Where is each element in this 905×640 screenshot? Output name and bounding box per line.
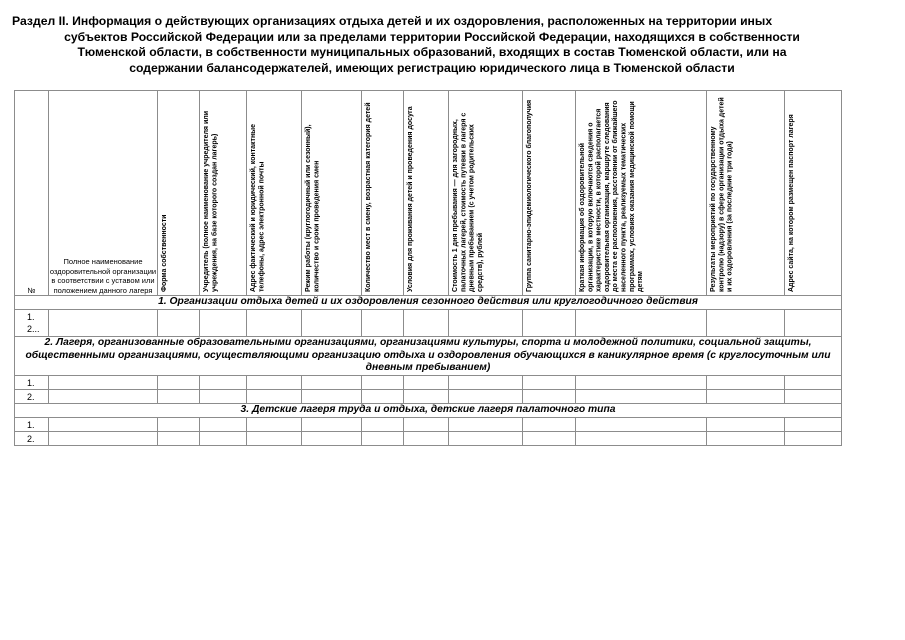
table-cell	[404, 310, 449, 337]
row-number: 1.	[15, 376, 49, 390]
table-cell	[49, 418, 158, 432]
column-header	[302, 91, 362, 296]
column-header-label: Группа санитарно-эпидемиологического благополучия	[526, 99, 533, 292]
table-cell	[200, 432, 247, 446]
table-cell	[302, 432, 362, 446]
column-header	[576, 91, 707, 296]
column-header	[449, 91, 523, 296]
table-cell	[404, 376, 449, 390]
table-cell	[449, 432, 523, 446]
table-cell	[158, 418, 200, 432]
column-header-label: Режим работы (круглогодичный или сезонный), количество и сроки проведения смен	[305, 124, 321, 292]
column-header-label: Краткая информация об оздоровительной организации, в которую включаются сведения о характеристике местности, в которой располагается оздоровительная организация, маршруте следования до места ее расположения, расстоянии от ближайшего населенного пункта, реализуемых тематических программах, условиях оказания медицинской помощи детям	[579, 100, 645, 292]
table-cell	[707, 310, 785, 337]
row-number: 2.	[15, 432, 49, 446]
table-cell	[362, 376, 404, 390]
table-cell	[158, 376, 200, 390]
table-cell	[576, 376, 707, 390]
table-cell	[449, 418, 523, 432]
table-cell	[404, 390, 449, 404]
table-cell	[49, 376, 158, 390]
column-header-label: Условия для проживания детей и проведения досуга	[407, 106, 414, 292]
section-title: 1. Организации отдыха детей и их оздоровления сезонного действия или круглогодичного действия	[15, 296, 842, 310]
table-row	[15, 432, 842, 446]
table-cell	[200, 376, 247, 390]
table-cell	[302, 390, 362, 404]
column-header	[158, 91, 200, 296]
column-header-label: Адрес фактический и юридический, контактные телефоны, адрес электронной почты	[250, 123, 266, 292]
table-cell	[523, 310, 576, 337]
table-row	[15, 390, 842, 404]
section-title: 3. Детские лагеря труда и отдыха, детские лагеря палаточного типа	[15, 404, 842, 418]
table-cell	[49, 390, 158, 404]
table-cell	[523, 390, 576, 404]
table-cell	[523, 432, 576, 446]
table-cell	[523, 376, 576, 390]
row-number: 2...	[27, 324, 40, 334]
column-header-label: Учредитель (полное наименование учредителя или учреждения, на базе которого создан лагерь)	[203, 111, 219, 292]
column-header	[404, 91, 449, 296]
table-cell	[449, 376, 523, 390]
table-cell	[362, 418, 404, 432]
table-row	[15, 418, 842, 432]
section-heading-row	[15, 404, 842, 418]
table-cell	[707, 390, 785, 404]
table-cell	[523, 418, 576, 432]
table-cell	[200, 418, 247, 432]
table-cell	[302, 418, 362, 432]
column-header	[362, 91, 404, 296]
page-title	[12, 14, 852, 76]
column-header	[785, 91, 842, 296]
title-line: субъектов Российской Федерации или за пределами территории Российской Федерации, находящихся в собственности	[64, 29, 800, 44]
row-number: 1.	[15, 418, 49, 432]
section-heading-row	[15, 296, 842, 310]
column-header-label: Адрес сайта, на котором размещен паспорт лагеря	[788, 114, 795, 292]
column-header-label: Количество мест в смену, возрастная категория детей	[365, 102, 372, 292]
title-line: Тюменской области, в собственности муниципальных образований, входящих в состав Тюменской области, или на	[77, 45, 787, 59]
table-cell	[707, 432, 785, 446]
column-header-number: №	[15, 91, 49, 296]
section-title: 2. Лагеря, организованные образовательными организациями, организациями культуры, спорта и молодежной политики, социальной защиты, общественными организациями, осуществляющими организацию отдыха и оздоровления обучающихся в каникулярное время (с круглосуточным или дневным пребыванием)	[15, 337, 842, 376]
table-cell	[362, 432, 404, 446]
table-cell	[247, 418, 302, 432]
column-header	[247, 91, 302, 296]
column-header-label: Форма собственности	[161, 214, 168, 292]
table-cell	[785, 376, 842, 390]
table-cell	[247, 390, 302, 404]
table-cell	[785, 418, 842, 432]
column-header-label: Результаты мероприятий по государственному контролю (надзору) в сфере организации отдыха детей и их оздоровления (за последние три года)	[710, 97, 734, 292]
section-heading-row	[15, 337, 842, 376]
title-line: Раздел II. Информация о действующих организациях отдыха детей и их оздоровления, расположенных на территории иных	[12, 14, 773, 28]
table-cell	[247, 310, 302, 337]
table-cell	[362, 390, 404, 404]
table-cell	[404, 418, 449, 432]
row-number: 2.	[15, 390, 49, 404]
table-cell	[449, 390, 523, 404]
table-cell	[785, 432, 842, 446]
column-header	[200, 91, 247, 296]
table-cell	[785, 310, 842, 337]
table-cell	[158, 390, 200, 404]
table-cell	[200, 310, 247, 337]
title-line: содержании балансодержателей, имеющих регистрацию юридического лица в Тюменской области	[129, 60, 735, 75]
table-row	[15, 310, 842, 337]
table-header-row	[15, 91, 842, 296]
table-cell	[576, 432, 707, 446]
table-cell	[449, 310, 523, 337]
table-cell	[49, 432, 158, 446]
table-cell	[576, 390, 707, 404]
registry-table	[14, 90, 842, 446]
table-cell	[785, 390, 842, 404]
table-cell	[158, 432, 200, 446]
column-header-label: Стоимость 1 дня пребывания — для загородных, палаточных лагерей, стоимость путевки в лагеря с дневным пребыванием (с учетом родительских средств), рублей	[452, 112, 484, 292]
table-cell	[707, 376, 785, 390]
row-number: 1.	[27, 312, 35, 322]
table-cell	[362, 310, 404, 337]
column-header	[523, 91, 576, 296]
table-cell	[49, 310, 158, 337]
table-cell	[302, 376, 362, 390]
table-cell	[200, 390, 247, 404]
column-header-full-name: Полное наименование оздоровительной организации в соответствии с уставом или положением данного лагеря	[49, 91, 158, 296]
table-cell	[404, 432, 449, 446]
table-row	[15, 376, 842, 390]
table-cell	[576, 310, 707, 337]
table-cell	[576, 418, 707, 432]
column-header	[707, 91, 785, 296]
table-cell	[247, 376, 302, 390]
table-cell	[302, 310, 362, 337]
row-number-cell	[15, 310, 49, 337]
table-cell	[707, 418, 785, 432]
table-cell	[247, 432, 302, 446]
table-cell	[158, 310, 200, 337]
